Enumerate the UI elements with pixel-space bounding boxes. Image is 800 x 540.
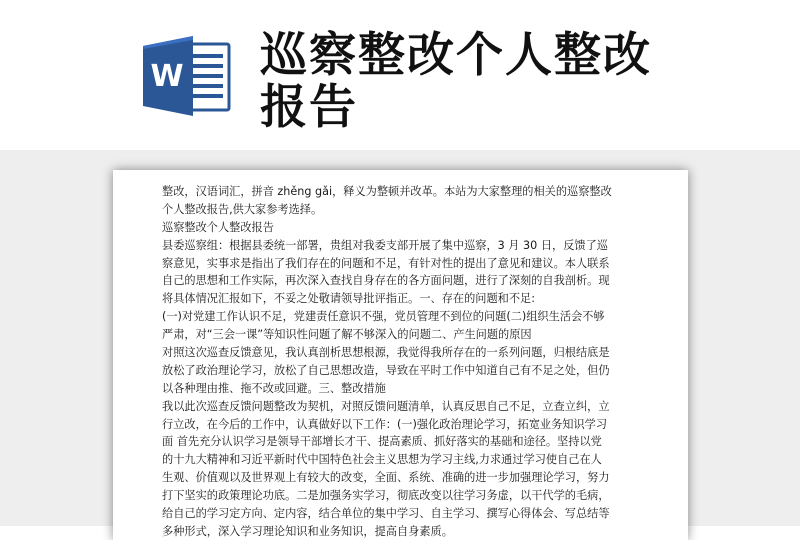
document-line: 面 首先充分认识学习是领导干部增长才干、提高素质、抓好落实的基础和途径。坚持以党	[162, 435, 602, 449]
document-body	[162, 183, 652, 540]
document-line: 整改，汉语词汇，拼音 zhěng gǎi，释义为整顿并改革。本站为大家整理的相关的巡察整改	[162, 185, 612, 198]
document-line: 放松了政治理论学习，放松了自己思想改造，导致在平时工作中知道自己有不足之处，但仍	[162, 363, 610, 377]
document-line: 对照这次巡查反馈意见，我认真剖析思想根源，我觉得我所存在的一系列问题，归根结底是	[162, 346, 610, 360]
document-line: 以各种理由推、拖不改或回避。三、整改措施	[162, 381, 386, 395]
document-line: 严肃，对“三会一课”等知识性问题了解不够深入的问题二、产生问题的原因	[162, 328, 532, 342]
document-line: 自己的思想和工作实际，再次深入查找自身存在的各方面问题，进行了深刻的自我剖析。现	[162, 274, 610, 288]
word-icon-letter: W	[150, 59, 184, 94]
document-line: 给自己的学习定方向、定内容，结合单位的集中学习、自主学习、撰写心得体会、写总结等	[162, 507, 610, 521]
document-heading: 巡察整改个人整改报告	[162, 220, 274, 234]
document-line: 将具体情况汇报如下，不妥之处敬请领导批评指正。一、存在的问题和不足:	[162, 292, 535, 306]
header	[0, 0, 800, 150]
word-document-icon	[143, 36, 231, 116]
document-line: 的十九大精神和习近平新时代中国特色社会主义思想为学习主线,力求通过学习使自己在人	[162, 453, 602, 467]
document-line: 打下坚实的政策理论功底。二是加强务实学习，彻底改变以往学习务虚，以干代学的毛病，	[162, 489, 610, 503]
document-line: 多种形式，深入学习理论知识和业务知识，提高自身素质。	[162, 524, 453, 538]
document-line: 行立改，在今后的工作中，认真做好以下工作：(一)强化政治理论学习，拓宽业务知识学习	[162, 417, 608, 431]
page-title: 巡察整改个人整改报告	[260, 28, 652, 135]
document-line: 察意见，实事求是指出了我们存在的问题和不足，有针对性的提出了意见和建议。本人联系	[162, 256, 610, 270]
document-line: 生观、价值观以及世界观上有较大的改变，全面、系统、准确的进一步加强理论学习，努力	[162, 471, 610, 485]
document-line: 我以此次巡查反馈问题整改为契机，对照反馈问题清单，认真反思自己不足，立查立纠，立	[162, 399, 610, 413]
document-line: 个人整改报告,供大家参考选择。	[162, 202, 323, 216]
document-line: 县委巡察组：根据县委统一部署，贵组对我委支部开展了集中巡察，3 月 30 日，反馈了巡	[162, 238, 608, 252]
document-line: (一)对党建工作认识不足，党建责任意识不强，党员管理不到位的问题(二)组织生活会不够	[162, 310, 605, 324]
document-page	[113, 170, 688, 540]
